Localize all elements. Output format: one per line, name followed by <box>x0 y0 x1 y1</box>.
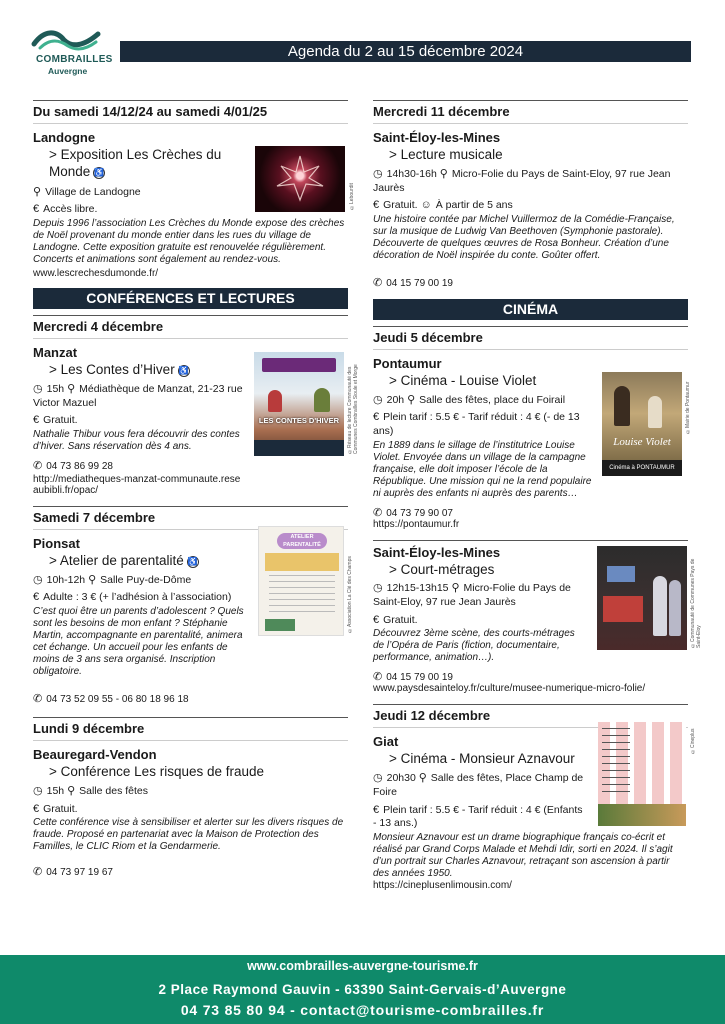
poster-title: LES CONTES D'HIVER <box>258 416 340 425</box>
parentalite-poster <box>258 526 344 636</box>
phone-icon: ✆ <box>33 459 43 472</box>
event-phone: ✆ 04 73 97 19 67 <box>33 866 113 879</box>
section-conferences: CONFÉRENCES ET LECTURES <box>33 288 348 309</box>
accessibility-icon: ♿ <box>94 167 105 177</box>
phone-icon: ✆ <box>373 671 383 684</box>
event-phone: ✆ 04 15 79 00 19 <box>373 671 453 684</box>
event-description: Cette conférence vise à sensibiliser et alerter sur les divers risques de fraude. Proposé en partenariat avec la Maison de Protection des Familles, le CLIC Riom et la Gendarmerie. <box>33 817 344 853</box>
event-description: Une histoire contée par Michel Vuillermoz de la Comédie-Française, sur la musique de Ludwig Van Beethoven (Symphonie pastorale). Découverte de quelques œuvres de Rosa Bonheur. Création d’une décoration de Noël inspirée du conte. Goûter offert. <box>373 213 675 261</box>
location-pin-icon: ⚲ <box>67 382 76 395</box>
euro-icon: € <box>373 411 380 424</box>
event-block-beauregard <box>33 717 348 878</box>
combrailles-logo <box>30 26 113 76</box>
event-town: Saint-Éloy-les-Mines <box>373 544 501 560</box>
event-title: > Les Contes d’Hiver ♿ <box>49 362 189 378</box>
event-title: > Atelier de parentalité ♿ <box>49 552 198 568</box>
event-description: Monsieur Aznavour est un drame biographique français co-écrit et réalisé par Grand Corps Malade et Mehdi Idir, sorti en 2024. Il s’agit d’un portrait sur Charles Aznavour, retraçant son ascension à partir des années 1950. <box>373 831 673 879</box>
location-pin-icon: ⚲ <box>418 772 427 785</box>
accessibility-icon: ♿ <box>187 556 198 566</box>
photo-credit: ©Cineplus <box>690 728 696 754</box>
event-time-place: ◷ 15h ⚲ Salle des fêtes <box>33 784 149 797</box>
poster-subtitle: Cinéma à PONTAUMUR <box>602 460 682 476</box>
child-icon: ☺ <box>420 199 432 212</box>
event-link[interactable]: https://pontaumur.fr <box>373 518 460 530</box>
event-phone: ✆ 04 73 52 09 55 - 06 80 18 96 18 <box>33 692 189 705</box>
photo-credit: ©Association La Clé des Champs <box>347 556 353 633</box>
phone-icon: ✆ <box>33 866 43 879</box>
section-cinema: CINÉMA <box>373 299 688 320</box>
phone-icon: ✆ <box>33 692 43 705</box>
location-pin-icon: ⚲ <box>67 784 76 797</box>
photo-credit: ©Communauté de Communes Pays de Saint-Eloy <box>690 558 702 648</box>
event-town: Pontaumur <box>373 355 442 371</box>
event-description: En 1889 dans le sillage de l’institutrice Louise Violet. Envoyée dans un village de la campagne française, elle doit imposer l’école de la République. Une mission qui ne la rend populaire ni auprès des enfants ni auprès des parents… <box>373 439 592 499</box>
event-title: > Lecture musicale <box>389 147 503 162</box>
creches-photo <box>255 146 345 212</box>
event-date: Jeudi 12 décembre <box>373 704 688 728</box>
clock-icon: ◷ <box>33 382 43 395</box>
event-description: C’est quoi être un parents d’adolescent ? Quels sont les besoins de mon enfant ? Stéphanie Martin, accompagnante en parentalité, animera cet échange. Un accueil pour les enfants de moins de 3 ans sera organisé. Inscription obligatoire. <box>33 605 244 677</box>
event-date: Mercredi 11 décembre <box>373 100 688 124</box>
event-town: Pionsat <box>33 535 80 551</box>
event-time-place: ◷ 10h-12h ⚲ Salle Puy-de-Dôme <box>33 573 192 586</box>
location-pin-icon: ⚲ <box>451 582 460 595</box>
event-phone: ✆ 04 73 79 90 07 <box>373 506 453 519</box>
clock-icon: ◷ <box>373 582 383 595</box>
logo-subtext: Auvergne <box>48 66 88 76</box>
event-time-place: ◷ 12h15-13h15 ⚲ Micro-Folie du Pays de Saint-Eloy, 97 rue Jean Jaurès <box>373 582 571 609</box>
event-price: € Plein tarif : 5.5 € - Tarif réduit : 4 € (- de 13 ans) <box>373 411 580 437</box>
event-block-lecture <box>373 100 688 289</box>
euro-icon: € <box>33 414 40 427</box>
phone-icon: ✆ <box>373 506 383 519</box>
event-time-place: ◷ 14h30-16h ⚲ Micro-Folie du Pays de Saint-Eloy, 97 rue Jean Jaurès <box>373 167 671 194</box>
event-link[interactable]: https://cineplusenlimousin.com/ <box>373 879 512 891</box>
accessibility-icon: ♿ <box>178 366 189 376</box>
logo-mark-icon <box>30 26 102 52</box>
louise-violet-poster <box>602 372 682 476</box>
clock-icon: ◷ <box>373 393 383 406</box>
event-price: € Accès libre. <box>33 203 98 216</box>
event-place: ⚲ Village de Landogne <box>33 185 141 198</box>
logo-text: COMBRAILLES <box>36 54 113 65</box>
euro-icon: € <box>33 203 40 216</box>
event-date: Mercredi 4 décembre <box>33 315 348 339</box>
location-pin-icon: ⚲ <box>439 167 448 180</box>
event-price: € Gratuit. <box>373 613 418 626</box>
event-title: > Cinéma - Louise Violet <box>389 372 537 388</box>
event-date: Du samedi 14/12/24 au samedi 4/01/25 <box>33 100 348 124</box>
photo-credit: ©Réseau de lecture Communauté des Communes Combrailles Sioule et Morge <box>347 364 359 454</box>
euro-icon: € <box>33 802 40 815</box>
poster-title: Louise Violet <box>613 436 671 448</box>
event-date: Jeudi 5 décembre <box>373 326 688 350</box>
location-pin-icon: ⚲ <box>407 393 416 406</box>
clock-icon: ◷ <box>33 784 43 797</box>
footer-address: 2 Place Raymond Gauvin - 63390 Saint-Gervais-d’Auvergne <box>158 982 567 997</box>
event-price: € Adulte : 3 € (+ l’adhésion à l’association) <box>33 591 232 604</box>
event-title: > Court-métrages <box>389 561 495 577</box>
clock-icon: ◷ <box>373 167 383 180</box>
photo-credit: ©Lebourdit <box>349 183 355 210</box>
event-price: € Gratuit. <box>33 414 78 427</box>
event-town: Saint-Éloy-les-Mines <box>373 130 501 145</box>
event-link[interactable]: www.lescrechesdumonde.fr/ <box>33 268 159 280</box>
cinema-schedule-poster <box>598 722 686 826</box>
event-town: Manzat <box>33 345 78 361</box>
event-price: € Gratuit. <box>33 802 78 815</box>
footer-contact[interactable]: 04 73 85 80 94 - contact@tourisme-combrailles.fr <box>180 1002 545 1018</box>
event-date: Lundi 9 décembre <box>33 717 348 741</box>
event-price: € Plein tarif : 5.5 € - Tarif réduit : 4 € (Enfants - 13 ans.) <box>373 803 583 830</box>
clock-icon: ◷ <box>373 772 383 785</box>
event-phone: ✆ 04 15 79 00 19 <box>373 276 453 289</box>
court-metrages-photo <box>597 546 687 650</box>
euro-icon: € <box>373 613 380 626</box>
clock-icon: ◷ <box>33 573 43 586</box>
event-description: Depuis 1996 l’association Les Crèches du Monde expose des crèches de Noël provenant du monde entier dans les rues du village de Landogne. Cette exposition gratuite est renouvelée régulièrement. Concerts et animations sont également au rendez-vous. <box>33 218 345 266</box>
event-description: Nathalie Thibur vous fera découvrir des contes d’hiver. Sans réservation dès 4 ans. <box>33 428 240 452</box>
contes-hiver-poster <box>254 352 344 456</box>
event-town: Beauregard-Vendon <box>33 746 157 762</box>
event-date: Samedi 7 décembre <box>33 506 348 530</box>
event-time-place: ◷ 20h ⚲ Salle des fêtes, place du Foirail <box>373 393 566 406</box>
event-time-place: ◷ 15h ⚲ Médiathèque de Manzat, 21-23 rue Victor Mazuel <box>33 382 243 409</box>
event-phone: ✆ 04 73 86 99 28 <box>33 459 113 472</box>
euro-icon: € <box>373 803 380 816</box>
event-description: Découvrez 3ème scène, des courts-métrages de l’Opéra de Paris (fiction, documentaire, performance, animation…). <box>373 628 575 664</box>
poster-title: ATELIER PARENTALITÉ <box>277 533 327 549</box>
phone-icon: ✆ <box>373 276 383 289</box>
footer-website[interactable]: www.combrailles-auvergne-tourisme.fr <box>247 959 478 973</box>
euro-icon: € <box>33 591 40 604</box>
page-title: Agenda du 2 au 15 décembre 2024 <box>120 41 691 62</box>
location-pin-icon: ⚲ <box>88 573 97 586</box>
footer <box>0 955 725 1024</box>
location-pin-icon: ⚲ <box>33 185 42 198</box>
event-title: > Cinéma - Monsieur Aznavour <box>389 751 575 767</box>
left-column <box>33 100 348 878</box>
event-price: € Gratuit. ☺ À partir de 5 ans <box>373 199 513 212</box>
photo-credit: ©Mairie de Pontaumur <box>685 381 691 434</box>
event-time-place: ◷ 20h30 ⚲ Salle des fêtes, Place Champ de Foire <box>373 772 584 798</box>
event-link[interactable]: http://mediatheques-manzat-communaute.reseaubibli.fr/opac/ <box>33 473 241 496</box>
event-title: > Conférence Les risques de fraude <box>49 763 265 779</box>
event-title: > Exposition Les Crèches du Monde ♿ <box>49 147 222 179</box>
event-link[interactable]: www.paysdesainteloy.fr/culture/musee-numerique-micro-folie/ <box>373 683 646 695</box>
event-town: Landogne <box>33 130 96 145</box>
euro-icon: € <box>373 199 380 212</box>
event-town: Giat <box>373 734 399 750</box>
